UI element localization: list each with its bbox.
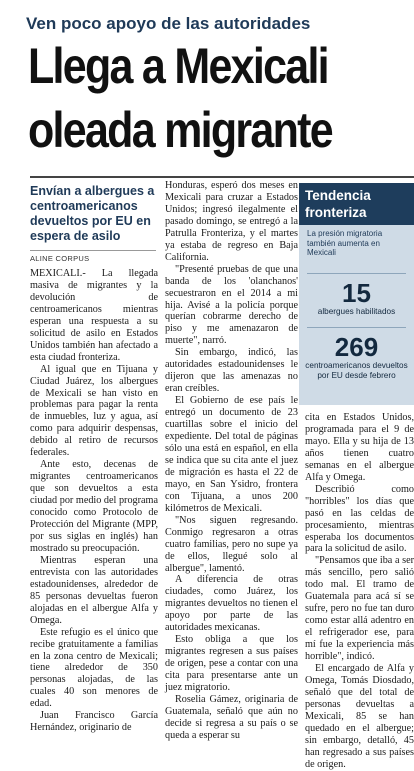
sidebar-title: Tendencia fronteriza	[305, 188, 371, 220]
paragraph: El Gobierno de ese país le entregó un documento de 23 cuartillas sobre el inicio del expediente. Del total de páginas sólo una está en español, en ella se indica que su cita ante el juez de migración es hasta el 22 de mayo, en San Ysidro, frontera con Tijuana, a unos 200 kilómetros de Mexicali.	[165, 395, 298, 514]
stat-value: 269	[334, 332, 379, 362]
paragraph: Honduras, esperó dos meses en Mexicali para cruzar a Estados Unidos; ingresó ilegalmente el pasado domingo, se entregó a la Patrulla Fronteriza, y el martes ya estaba de regreso en Baja California.	[165, 180, 298, 263]
sidebar-separator	[307, 327, 406, 328]
paragraph: "Pensamos que iba a ser más sencillo, pero salió todo mal. El tramo de Guatemala para acá sí se sufre, pero no fue tan duro como estar allá adentro en el refrigerador ese, para mí fue la experiencia más horrible", indicó.	[305, 555, 414, 663]
paragraph: A diferencia de otras ciudades, como Juárez, los migrantes devueltos no tienen el apoyo por parte de las autoridades mexicanas.	[165, 574, 298, 634]
paragraph: Este refugio es el único que recibe gratuitamente a familias en la zona centro de Mexicali; tiene alrededor de 350 personas alojadas, de las cuales 40 son menores de edad.	[30, 626, 158, 710]
kicker: Ven poco apoyo de las autoridades	[26, 14, 311, 33]
paragraph: Al igual que en Tijuana y Ciudad Juárez, los albergues de Mexicali se han visto en problemas para pagar la renta de inmuebles, luz y agua, así como para adquirir despensas, debido al retiro de recursos federales.	[30, 363, 158, 459]
paragraph: El encargado de Alfa y Omega, Tomás Diosdado, señaló que del total de personas devueltas a Mexicali, 85 se han quedado en el albergue; sin embargo, detalló, 45 han regresado a sus países de origen.	[305, 663, 414, 770]
paragraph: Ante esto, decenas de migrantes centroamericanos que son devueltos a esta ciudad por medio del programa conocido como Protocolo de Protección del Migrante (MPP, por sus siglas en inglés) han mostrado su preocupación.	[30, 459, 158, 554]
body-column-1	[30, 268, 158, 734]
deck: Envían a albergues a centroamericanos devueltos por EU en espera de asilo	[30, 184, 155, 243]
body-column-2	[165, 180, 298, 742]
stat-returned	[299, 333, 414, 380]
headline-rule	[30, 176, 414, 178]
stat-value: 15	[342, 278, 371, 308]
byline: ALINE CORPUS	[30, 254, 90, 263]
sidebar-header	[299, 183, 414, 225]
stat-shelters	[299, 279, 414, 317]
body-column-3	[305, 412, 414, 771]
paragraph: Mientras esperan una entrevista con las autoridades estadounidenses, alrededor de 85 personas devueltas fueron alojadas en el albergue Alfa y Omega.	[30, 554, 158, 626]
paragraph: Describió como "horribles" los días que pasó en las celdas de procesamiento, mientras esperaba los documentos para la solicitud de asilo.	[305, 483, 414, 555]
paragraph: MEXICALI.- La llegada masiva de migrantes y la devolución de centroamericanos mientras esperan una respuesta a su solicitud de asilo en Estados Unidos también han afectado a esta ciudad fronteriza.	[30, 268, 158, 363]
paragraph: cita en Estados Unidos, programada para el 9 de mayo. Ella y su hija de 13 años tienen cuatro semanas en el albergue Alfa y Omega.	[305, 412, 414, 483]
stat-label: centroamericanos devueltos por EU desde febrero	[305, 361, 408, 380]
paragraph: Esto obliga a que los migrantes regresen a sus países de origen, pese a contar con una cita para presentarse ante un juez migratorio.	[165, 634, 298, 694]
sidebar-intro: La presión migratoria también aumenta en Mexicali	[307, 229, 383, 257]
paragraph: "Presenté pruebas de que una banda de los 'olanchanos' secuestraron en el 2014 a mi hija. Avisé a la policía porque querían cobrarme derecho de piso y me amenazaron de muerte", narró.	[165, 263, 298, 347]
paragraph: Roselia Gámez, originaria de Guatemala, señaló que aún no decide si regresa a su país o se queda a esperar su	[165, 693, 298, 741]
stat-label: albergues habilitados	[317, 307, 396, 316]
headline-line-2: oleada migrante	[28, 102, 332, 158]
paragraph: "Nos siguen regresando. Conmigo regresaron a otras cuatro familias, pero no supe ya de ellos, llegué solo al albergue", lamentó.	[165, 514, 298, 574]
author-divider	[30, 250, 156, 251]
headline-line-1: Llega a Mexicali	[28, 38, 328, 94]
paragraph: Juan Francisco García Hernández, originario de	[30, 710, 158, 734]
paragraph: Sin embargo, indicó, las autoridades estadounidenses le dijeron que las amenazas no eran creíbles.	[165, 347, 298, 395]
sidebar-box	[299, 183, 414, 405]
sidebar-separator	[307, 273, 406, 274]
